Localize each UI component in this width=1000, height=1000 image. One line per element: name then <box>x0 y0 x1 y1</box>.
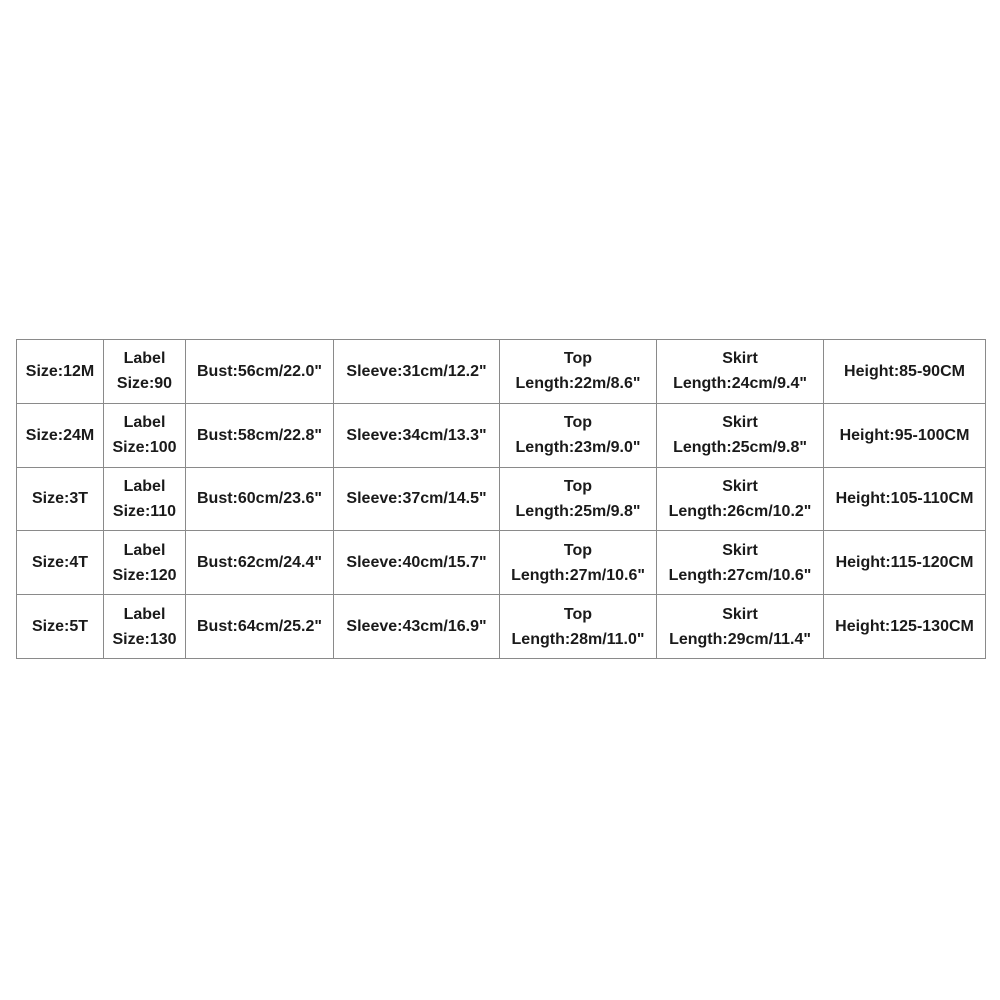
skirt-length-line-1: Skirt <box>722 605 758 623</box>
label-size-line-2: Size:100 <box>112 439 177 457</box>
top-length-line-1: Top <box>563 350 593 368</box>
size-chart-table <box>16 339 986 659</box>
skirt-length-line-1: Skirt <box>722 541 758 559</box>
sleeve-cell: Sleeve:37cm/14.5" <box>334 467 500 531</box>
top-length-line-1: Top <box>563 477 593 495</box>
skirt-length-line-1: Skirt <box>722 477 758 495</box>
size-cell: Size:12M <box>17 340 104 404</box>
skirt-length-line-2: Length:25cm/9.8" <box>673 439 807 457</box>
top-length-cell <box>500 595 657 659</box>
bust-cell: Bust:56cm/22.0" <box>186 340 334 404</box>
skirt-length-line-1: Skirt <box>722 350 758 368</box>
skirt-length-cell <box>657 403 824 467</box>
label-size-line-1: Label <box>123 477 166 495</box>
top-length-cell <box>500 467 657 531</box>
label-size-line-2: Size:120 <box>112 566 177 584</box>
size-cell: Size:4T <box>17 531 104 595</box>
top-length-line-2: Length:22m/8.6" <box>515 375 641 393</box>
skirt-length-cell <box>657 595 824 659</box>
label-size-cell <box>104 467 186 531</box>
top-length-line-1: Top <box>563 605 593 623</box>
table-row <box>17 403 986 467</box>
size-cell: Size:3T <box>17 467 104 531</box>
top-length-line-2: Length:28m/11.0" <box>511 630 645 648</box>
skirt-length-cell <box>657 531 824 595</box>
height-cell: Height:95-100CM <box>824 403 986 467</box>
label-size-cell <box>104 340 186 404</box>
label-size-line-1: Label <box>123 605 166 623</box>
table-row <box>17 595 986 659</box>
label-size-line-2: Size:130 <box>112 630 177 648</box>
bust-cell: Bust:58cm/22.8" <box>186 403 334 467</box>
sleeve-cell: Sleeve:43cm/16.9" <box>334 595 500 659</box>
label-size-line-2: Size:110 <box>112 502 177 520</box>
skirt-length-line-2: Length:29cm/11.4" <box>669 630 811 648</box>
top-length-line-1: Top <box>563 541 593 559</box>
skirt-length-line-2: Length:27cm/10.6" <box>668 566 812 584</box>
skirt-length-cell <box>657 340 824 404</box>
label-size-cell <box>104 403 186 467</box>
label-size-cell <box>104 595 186 659</box>
top-length-cell <box>500 531 657 595</box>
table-row <box>17 531 986 595</box>
size-cell: Size:5T <box>17 595 104 659</box>
top-length-cell <box>500 340 657 404</box>
sleeve-cell: Sleeve:34cm/13.3" <box>334 403 500 467</box>
table-row <box>17 467 986 531</box>
height-cell: Height:125-130CM <box>824 595 986 659</box>
label-size-cell <box>104 531 186 595</box>
height-cell: Height:105-110CM <box>824 467 986 531</box>
skirt-length-line-2: Length:24cm/9.4" <box>673 375 807 393</box>
top-length-line-2: Length:23m/9.0" <box>515 439 641 457</box>
skirt-length-line-2: Length:26cm/10.2" <box>668 502 812 520</box>
sleeve-cell: Sleeve:40cm/15.7" <box>334 531 500 595</box>
top-length-line-2: Length:25m/9.8" <box>515 502 641 520</box>
height-cell: Height:115-120CM <box>824 531 986 595</box>
bust-cell: Bust:62cm/24.4" <box>186 531 334 595</box>
label-size-line-1: Label <box>123 414 166 432</box>
table-row <box>17 340 986 404</box>
bust-cell: Bust:60cm/23.6" <box>186 467 334 531</box>
label-size-line-1: Label <box>123 350 166 368</box>
size-cell: Size:24M <box>17 403 104 467</box>
label-size-line-2: Size:90 <box>116 375 173 393</box>
skirt-length-cell <box>657 467 824 531</box>
label-size-line-1: Label <box>123 541 166 559</box>
top-length-line-2: Length:27m/10.6" <box>511 566 645 584</box>
top-length-line-1: Top <box>563 414 593 432</box>
top-length-cell <box>500 403 657 467</box>
skirt-length-line-1: Skirt <box>722 414 758 432</box>
height-cell: Height:85-90CM <box>824 340 986 404</box>
sleeve-cell: Sleeve:31cm/12.2" <box>334 340 500 404</box>
bust-cell: Bust:64cm/25.2" <box>186 595 334 659</box>
